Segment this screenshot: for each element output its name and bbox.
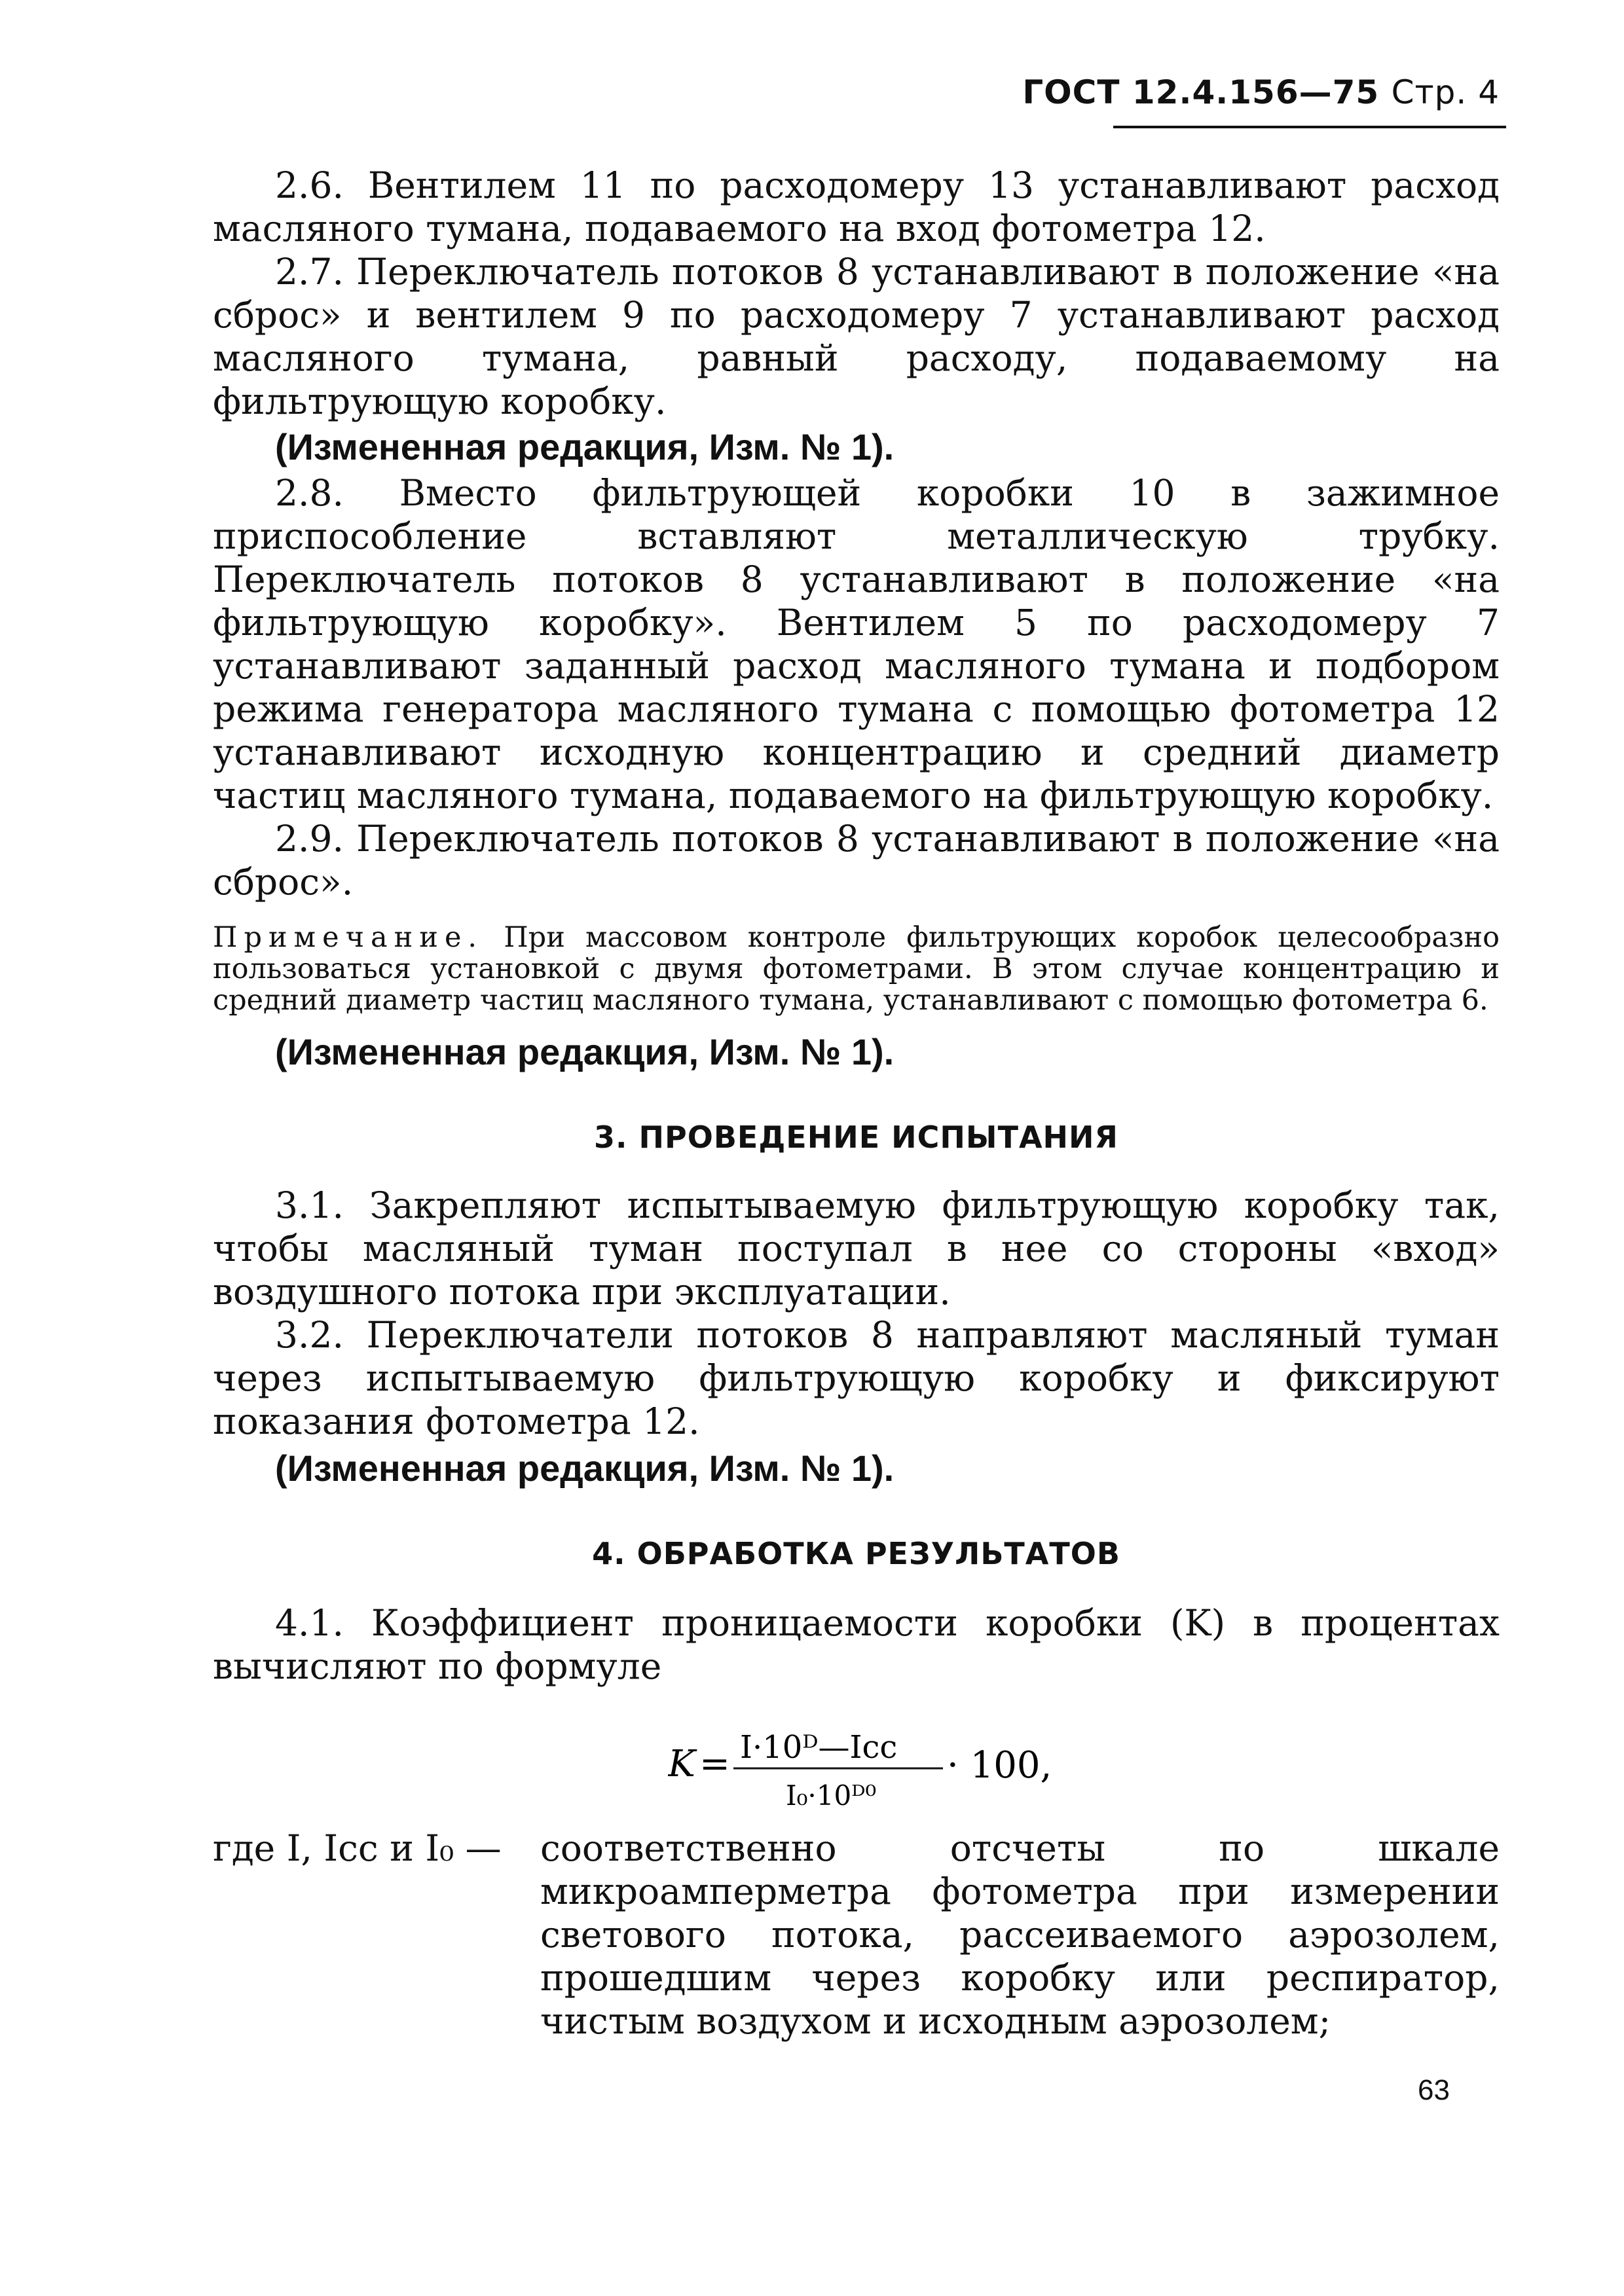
section-4-title: 4. ОБРАБОТКА РЕЗУЛЬТАТОВ [592,1536,1120,1571]
paragraph-3-2: 3.2. Переключатели потоков 8 направляют масляный туман через испытываемую фильтрующую коробку и фиксируют показания фотометра 12. [213,1314,1500,1442]
page-number: 63 [1418,2074,1450,2106]
standard-code: ГОСТ 12.4.156—75 [1022,73,1380,111]
where-text: соответственно отсчеты по шкале микроамперметра фотометра при измерении светового потока, рассеиваемого аэрозолем, прошедшим через коробку или респиратор, чистым воздухом и исходным аэрозолем; [540,1827,1500,2042]
formula-numerator: I·10ᴰ—Iсс [740,1729,898,1766]
formula-denominator: I₀·10ᴰ⁰ [786,1779,877,1812]
paragraph-4-1: 4.1. Коэффициент проницаемости коробки (K) в процентах вычисляют по формуле [213,1602,1500,1687]
page-reference: Стр. 4 [1391,73,1500,111]
paragraph-2-9: 2.9. Переключатель потоков 8 устанавливают в положение «на сброс». [213,818,1500,903]
paragraph-2-7: 2.7. Переключатель потоков 8 устанавливают в положение «на сброс» и вентилем 9 по расходомеру 7 устанавливают расход масляного тумана, равный расходу, подаваемому на фильтрующую коробку. [213,251,1500,422]
edit-note-1: (Измененная редакция, Изм. № 1). [275,426,895,467]
paragraph-2-6: 2.6. Вентилем 11 по расходомеру 13 устанавливают расход масляного тумана, подаваемого на вход фотометра 12. [213,164,1500,249]
edit-note-3: (Измененная редакция, Изм. № 1). [275,1448,895,1489]
body-text-upper [213,164,1500,1688]
note-body: При массовом контроле фильтрующих коробок целесообразно пользоваться установкой с двумя фотометрами. В этом случае концентрацию и средний диаметр частиц масляного тумана, устанавливают с помощью фотометра 6. [213,921,1500,1017]
note [213,922,1500,1016]
edit-note-2: (Измененная редакция, Изм. № 1). [275,1031,895,1072]
paragraph-3-1: 3.1. Закрепляют испытываемую фильтрующую коробку так, чтобы масляный туман поступал в нее со стороны «вход» воздушного потока при эксплуатации. [213,1184,1500,1313]
formula-multiplier: · 100, [947,1744,1052,1787]
section-3-title: 3. ПРОВЕДЕНИЕ ИСПЫТАНИЯ [594,1120,1118,1155]
formula [668,1725,1061,1817]
paragraph-2-8: 2.8. Вместо фильтрующей коробки 10 в зажимное приспособление вставляют металлическую трубку. Переключатель потоков 8 устанавливают в положение «на фильтрующую коробку». Вентилем 5 по расходомеру 7 устанавливают заданный расход масляного тумана и подбором режима генератора масляного тумана с помощью фотометра 12 устанавливают исходную концентрацию и средний диаметр частиц масляного тумана, подаваемого на фильтрующую коробку. [213,472,1500,816]
note-lead: Примечание. [213,921,484,954]
where-lead: где I, Iсс и I₀ — [213,1827,502,1869]
header-rule [1113,126,1506,128]
formula-lhs: K [668,1743,695,1785]
formula-equals: = [699,1743,730,1785]
page-header [1022,73,1500,111]
